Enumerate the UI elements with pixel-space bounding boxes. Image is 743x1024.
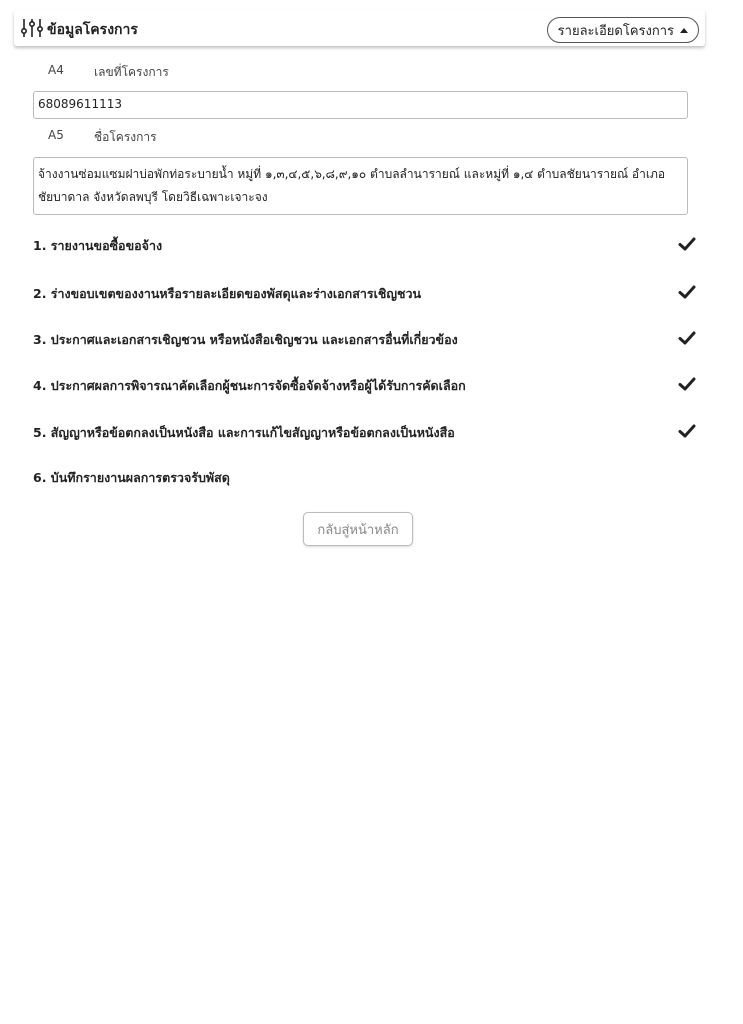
step-label: 3. ประกาศและเอกสารเชิญชวน หรือหนังสือเชิญชวน และเอกสารอื่นที่เกี่ยวข้อง (33, 332, 458, 347)
project-name-line-2: ชัยบาดาล จังหวัดลพบุรี โดยวิธีเฉพาะเจาะจง (38, 190, 268, 204)
project-name-field[interactable] (33, 157, 688, 215)
caret-up-icon (680, 28, 688, 33)
step-row-1[interactable] (33, 234, 698, 256)
field-code-a4: A4 (48, 63, 64, 77)
step-label: 5. สัญญาหรือข้อตกลงเป็นหนังสือ และการแก้ไขสัญญาหรือข้อตกลงเป็นหนังสือ (33, 425, 455, 440)
step-row-4[interactable] (33, 374, 698, 396)
project-info-header (14, 10, 705, 46)
checkmark-icon (678, 329, 696, 347)
step-row-3[interactable] (33, 328, 698, 350)
section-title: ข้อมูลโครงการ (47, 22, 138, 38)
project-name-label: ชื่อโครงการ (94, 130, 157, 144)
sliders-icon (20, 17, 44, 39)
back-to-home-button[interactable]: กลับสู่หน้าหลัก (303, 512, 413, 546)
step-row-5[interactable] (33, 421, 698, 443)
step-label: 2. ร่างขอบเขตของงานหรือรายละเอียดของพัสดุและร่างเอกสารเชิญชวน (33, 286, 422, 301)
project-details-label: รายละเอียดโครงการ (557, 23, 674, 39)
project-name-line-1: จ้างงานซ่อมแซมฝาบ่อพักท่อระบายน้ำ หมู่ที่ ๑,๓,๔,๕,๖,๘,๙,๑๐ ตำบลลำนารายณ์ และหมู่ที่ ๑,๔ ตำบลชัยนารายณ์ อำเภอ (38, 167, 666, 181)
project-details-toggle-button[interactable] (547, 17, 699, 43)
step-label: 1. รายงานขอซื้อขอจ้าง (33, 238, 163, 253)
checkmark-icon (678, 422, 696, 440)
step-label: 6. บันทึกรายงานผลการตรวจรับพัสดุ (33, 470, 230, 485)
checkmark-icon (678, 375, 696, 393)
checkmark-icon (678, 283, 696, 301)
project-number-field[interactable]: 68089611113 (33, 91, 688, 119)
step-label: 4. ประกาศผลการพิจารณาคัดเลือกผู้ชนะการจัดซื้อจัดจ้างหรือผู้ได้รับการคัดเลือก (33, 378, 466, 393)
step-row-2[interactable] (33, 282, 698, 304)
project-number-label: เลขที่โครงการ (94, 65, 169, 79)
field-code-a5: A5 (48, 128, 64, 142)
step-row-6[interactable] (33, 466, 698, 488)
checkmark-icon (678, 235, 696, 253)
